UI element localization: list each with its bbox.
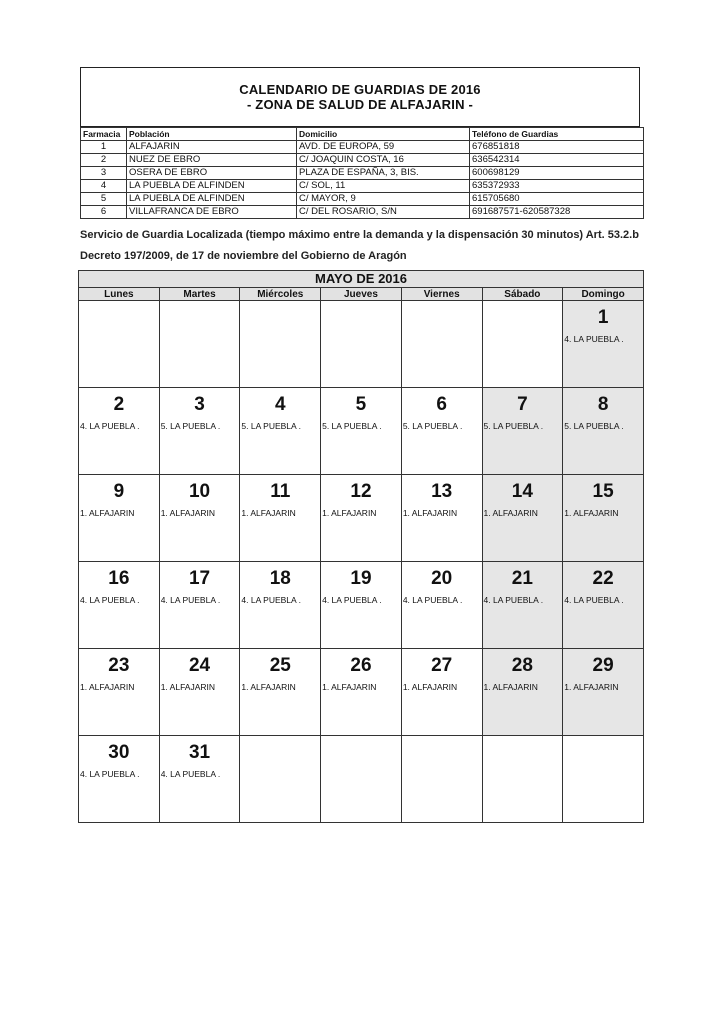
table-cell: 691687571-620587328 [470,206,644,219]
calendar-day-cell [159,301,240,388]
column-header: Domicilio [297,128,470,141]
calendar [78,270,644,823]
day-number: 22 [592,568,614,589]
weekday-header: Lunes [79,288,160,301]
day-number: 4 [274,394,286,415]
calendar-week [79,388,644,475]
duty-pharmacy: 5. LA PUEBLA . [564,421,624,431]
duty-pharmacy: 4. LA PUEBLA . [564,595,624,605]
calendar-day-cell [401,562,482,649]
info-line-2: Decreto 197/2009, de 17 de noviembre del Gobierno de Aragón [80,250,407,262]
day-number: 18 [269,568,291,589]
weekday-header: Viernes [401,288,482,301]
table-cell: VILLAFRANCA DE EBRO [127,206,297,219]
calendar-day-cell [79,301,160,388]
calendar-day-cell [240,562,321,649]
calendar-day-cell [482,475,563,562]
table-cell: ALFAJARIN [127,141,297,154]
calendar-day-cell [321,301,402,388]
calendar-day-cell [79,649,160,736]
duty-pharmacy: 4. LA PUEBLA . [402,595,463,605]
calendar-day-cell [563,301,644,388]
day-number: 21 [511,568,533,589]
day-number: 13 [431,481,453,502]
calendar-week [79,301,644,388]
day-number: 17 [188,568,211,589]
duty-pharmacy: 4. LA PUEBLA . [80,595,140,605]
day-number: 11 [270,481,291,502]
document-title: CALENDARIO DE GUARDIAS DE 2016 [239,82,481,97]
calendar-day-cell [240,388,321,475]
calendar-week [79,562,644,649]
day-number: 29 [592,655,614,676]
day-number: 28 [511,655,533,676]
table-cell: 6 [81,206,127,219]
table-cell: LA PUEBLA DE ALFINDEN [127,193,297,206]
column-header: Población [127,128,297,141]
duty-pharmacy: 1. ALFAJARIN [322,508,377,518]
calendar-day-cell [563,562,644,649]
duty-pharmacy: 5. LA PUEBLA . [241,421,301,431]
table-cell: C/ JOAQUIN COSTA, 16 [297,154,470,167]
calendar-day-cell [482,301,563,388]
duty-pharmacy: 1. ALFAJARIN [80,682,135,692]
duty-pharmacy: 5. LA PUEBLA . [402,421,463,431]
calendar-day-cell [563,736,644,823]
duty-pharmacy: 1. ALFAJARIN [322,682,377,692]
calendar-grid [78,287,644,823]
calendar-day-cell [159,388,240,475]
weekday-header: Jueves [321,288,402,301]
table-row [81,193,644,206]
table-cell: LA PUEBLA DE ALFINDEN [127,180,297,193]
calendar-day-cell [401,475,482,562]
day-number: 12 [350,481,372,502]
table-cell: 3 [81,167,127,180]
calendar-day-cell [563,388,644,475]
duty-pharmacy: 1. ALFAJARIN [241,682,296,692]
calendar-week [79,736,644,823]
calendar-day-cell [79,736,160,823]
calendar-day-cell [321,649,402,736]
calendar-day-cell [321,388,402,475]
duty-pharmacy: 5. LA PUEBLA . [160,421,221,431]
calendar-day-cell [401,301,482,388]
table-cell: C/ MAYOR, 9 [297,193,470,206]
day-number: 5 [355,394,367,415]
calendar-day-cell [563,649,644,736]
table-row [81,180,644,193]
calendar-day-cell [482,562,563,649]
table-cell: PLAZA DE ESPAÑA, 3, BIS. [297,167,470,180]
day-number: 16 [108,568,130,589]
duty-pharmacy: 1. ALFAJARIN [241,508,296,518]
table-cell: NUEZ DE EBRO [127,154,297,167]
duty-pharmacy: 1. ALFAJARIN [402,682,458,692]
info-line-1: Servicio de Guardia Localizada (tiempo máximo entre la demanda y la dispensación 30 minutos) Art. 53.2.b [80,229,639,241]
table-cell: 636542314 [470,154,644,167]
table-cell: 615705680 [470,193,644,206]
day-number: 31 [188,742,211,763]
day-number: 25 [269,655,291,676]
day-number: 6 [436,394,447,415]
calendar-day-cell [401,736,482,823]
duty-pharmacy: 1. ALFAJARIN [483,508,538,518]
day-number: 9 [113,481,125,502]
calendar-day-cell [321,736,402,823]
day-number: 3 [194,394,205,415]
weekday-header: Martes [159,288,240,301]
calendar-month-title: MAYO DE 2016 [78,270,644,287]
day-number: 27 [431,655,453,676]
weekday-header: Miércoles [240,288,321,301]
calendar-day-cell [240,649,321,736]
table-cell: AVD. DE EUROPA, 59 [297,141,470,154]
calendar-day-cell [321,475,402,562]
day-number: 8 [597,394,609,415]
calendar-day-cell [159,562,240,649]
duty-pharmacy: 4. LA PUEBLA . [80,769,140,779]
day-number: 2 [113,394,125,415]
calendar-day-cell [482,388,563,475]
column-header: Farmacia [81,128,127,141]
table-cell: 1 [81,141,127,154]
table-cell: 676851818 [470,141,644,154]
document-subtitle: - ZONA DE SALUD DE ALFAJARIN - [246,97,474,112]
column-header: Teléfono de Guardias [470,128,644,141]
duty-pharmacy: 1. ALFAJARIN [80,508,135,518]
table-row [81,141,644,154]
table-cell: 4 [81,180,127,193]
calendar-week [79,649,644,736]
day-number: 1 [597,307,609,328]
calendar-day-cell [159,649,240,736]
day-number: 20 [431,568,453,589]
day-number: 15 [592,481,614,502]
calendar-day-cell [240,736,321,823]
duty-pharmacy: 4. LA PUEBLA . [80,421,140,431]
calendar-day-cell [79,475,160,562]
table-cell: 635372933 [470,180,644,193]
pharmacy-table [80,127,644,219]
day-number: 30 [108,742,130,763]
duty-pharmacy: 4. LA PUEBLA . [160,595,221,605]
day-number: 24 [188,655,211,676]
table-cell: 2 [81,154,127,167]
weekday-row [79,288,644,301]
duty-pharmacy: 4. LA PUEBLA . [564,334,624,344]
calendar-day-cell [79,388,160,475]
calendar-day-cell [240,475,321,562]
duty-pharmacy: 5. LA PUEBLA . [483,421,544,431]
calendar-day-cell [159,736,240,823]
table-row [81,206,644,219]
calendar-day-cell [321,562,402,649]
calendar-day-cell [79,562,160,649]
table-cell: 600698129 [470,167,644,180]
table-row [81,154,644,167]
table-cell: 5 [81,193,127,206]
day-number: 7 [517,394,528,415]
duty-pharmacy: 4. LA PUEBLA . [241,595,301,605]
duty-pharmacy: 4. LA PUEBLA . [160,769,221,779]
duty-pharmacy: 1. ALFAJARIN [160,682,216,692]
day-number: 23 [108,655,130,676]
duty-pharmacy: 4. LA PUEBLA . [322,595,382,605]
calendar-day-cell [482,736,563,823]
duty-pharmacy: 1. ALFAJARIN [402,508,458,518]
duty-pharmacy: 1. ALFAJARIN [483,682,538,692]
day-number: 10 [188,481,211,502]
duty-pharmacy: 1. ALFAJARIN [160,508,216,518]
weekday-header: Sábado [482,288,563,301]
day-number: 14 [511,481,533,502]
calendar-day-cell [482,649,563,736]
duty-pharmacy: 1. ALFAJARIN [564,508,619,518]
weekday-header: Domingo [563,288,644,301]
table-cell: C/ DEL ROSARIO, S/N [297,206,470,219]
duty-pharmacy: 5. LA PUEBLA . [322,421,382,431]
table-row [81,167,644,180]
duty-pharmacy: 1. ALFAJARIN [564,682,619,692]
calendar-day-cell [240,301,321,388]
calendar-day-cell [401,649,482,736]
calendar-day-cell [563,475,644,562]
table-cell: OSERA DE EBRO [127,167,297,180]
header-box [80,67,640,127]
day-number: 26 [350,655,372,676]
pharmacy-table-header [81,128,644,141]
calendar-day-cell [159,475,240,562]
duty-pharmacy: 4. LA PUEBLA . [483,595,544,605]
calendar-day-cell [401,388,482,475]
day-number: 19 [350,568,372,589]
table-cell: C/ SOL, 11 [297,180,470,193]
calendar-week [79,475,644,562]
